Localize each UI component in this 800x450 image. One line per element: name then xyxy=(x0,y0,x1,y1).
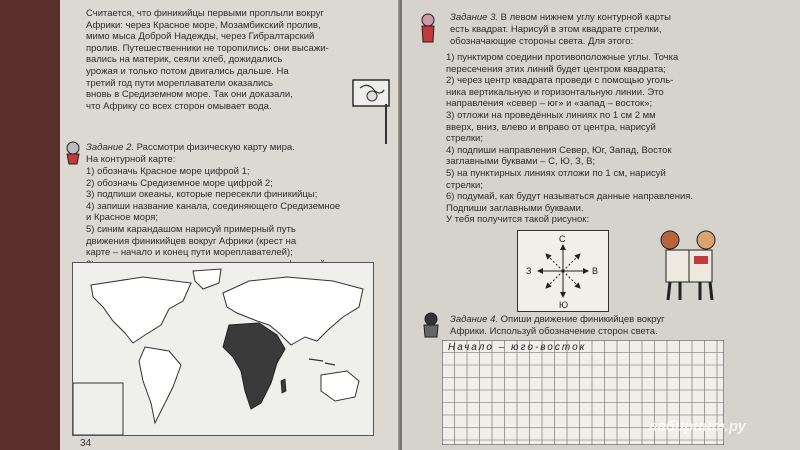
task2-heading xyxy=(86,142,295,154)
task2-item: 1) обозначь Красное море цифрой 1; xyxy=(86,166,250,177)
left-page xyxy=(60,0,400,450)
task3-item: стрелки; xyxy=(446,179,483,191)
task4-line: Опиши движение финикийцев вокруг xyxy=(500,314,665,325)
task3-item: 4) подпиши направления Север, Юг, Запад, Восток xyxy=(446,144,672,156)
intro-line: урожая и только потом двигались дальше. На xyxy=(86,65,289,77)
task4-title: Задание 4. xyxy=(450,314,499,325)
task2-item: 4) запиши название канала, соединяющего Средиземное xyxy=(86,200,341,212)
task2-item: 3) подпиши океаны, которые пересекли финикийцы; xyxy=(86,189,318,201)
task2-item: 2) обозначь Средиземное море цифрой 2; xyxy=(86,177,273,189)
task3-item: 6) подумай, как будут называться данные направления. xyxy=(446,191,694,203)
compass-label-n: С xyxy=(559,234,566,244)
task3-item: пересечения этих линий будет центром квадрата; xyxy=(446,63,666,75)
task2-item: карте – начало и конец пути мореплавателей); xyxy=(86,247,293,259)
task3-line: обозначающие стороны света. Для этого: xyxy=(450,36,634,47)
intro-line: Считается, что финикийцы первыми проплыли вокруг xyxy=(86,8,324,19)
intro-line: третий год пути мореплаватели оказались xyxy=(86,77,273,89)
task3-item: ника вертикальную и горизонтальную линии. Это xyxy=(446,86,664,98)
task3-heading xyxy=(450,12,671,24)
australia-shape xyxy=(321,371,359,401)
compass-square xyxy=(73,383,123,435)
task3-item: Подпиши заглавными буквами. xyxy=(446,202,584,214)
intro-line: вновь в Средиземном море. Так они доказали, xyxy=(86,89,293,101)
greenland-shape xyxy=(193,269,221,289)
compass-svg xyxy=(518,231,608,311)
task3-item: заглавными буквами – С, Ю, З, В; xyxy=(446,156,596,168)
intro-line: мимо мыса Доброй Надежды, через Гибралтарский xyxy=(86,31,315,43)
right-page xyxy=(402,0,800,450)
task2-text1: Рассмотри физическую карту мира. xyxy=(136,142,295,153)
task3-item: стрелки; xyxy=(446,133,483,145)
compass-label-s: Ю xyxy=(559,300,569,310)
writing-child-icon xyxy=(420,312,442,338)
task3-item: 5) на пунктирных линиях отложи по 1 см, нарисуй xyxy=(446,167,666,179)
task3-list xyxy=(446,52,693,214)
madagascar-shape xyxy=(281,379,286,393)
task2-item: 5) синим карандашом нарисуй примерный путь xyxy=(86,223,296,235)
task2-item: и Красное моря; xyxy=(86,212,159,224)
watermark-text: лабиринт.ру xyxy=(648,418,746,435)
task3-line: В левом нижнем углу контурной карты xyxy=(500,12,671,23)
task2-item: движения финикийцев вокруг Африки (крест на xyxy=(86,235,297,247)
answer-handwriting: Начало – юго-восток xyxy=(448,342,587,353)
task3-item: 1) пунктиром соедини противоположные углы. Точка xyxy=(446,52,679,63)
task3-title: Задание 3. xyxy=(450,12,499,23)
intro-line: Африки: через Красное море, Мозамбикский пролив, xyxy=(86,19,321,31)
intro-line: что Африку со всех сторон омывает вода. xyxy=(86,100,272,112)
compass-arrow-nw xyxy=(546,254,563,271)
compass-arrow-se xyxy=(563,271,580,288)
task3-line: есть квадрат. Нарисуй в этом квадрате стрелки, xyxy=(450,24,662,35)
task2-title: Задание 2. xyxy=(86,142,135,153)
south-america-shape xyxy=(139,347,181,423)
compass-label-e: В xyxy=(592,266,599,276)
task3-item: вверх, вниз, влево и вправо от центра, нарисуй xyxy=(446,121,656,133)
task3-item: 3) отложи на проведённых линиях по 1 см 2 мм xyxy=(446,109,656,121)
pointer-boy-icon xyxy=(416,12,440,46)
pencil-girl-icon xyxy=(62,140,84,166)
world-map-svg xyxy=(73,263,373,435)
map-reader-illustration xyxy=(350,74,394,146)
task2-list xyxy=(86,166,343,270)
compass-label-w: З xyxy=(526,266,532,276)
intro-line: пролив. Путешественники не торопились: они высажи- xyxy=(86,42,329,54)
intro-line: вались на материк, сеяли хлеб, дожидались xyxy=(86,54,283,66)
islands-shape xyxy=(309,359,335,365)
result-text: У тебя получится такой рисунок: xyxy=(446,214,590,225)
africa-shape xyxy=(223,323,285,409)
compass-diagram xyxy=(517,230,609,312)
intro-paragraph xyxy=(86,8,329,112)
north-america-shape xyxy=(91,277,191,343)
contour-world-map xyxy=(72,262,374,436)
page-number: 34 xyxy=(80,438,92,449)
compass-arrow-sw xyxy=(546,271,563,288)
children-with-atlas-illustration xyxy=(650,228,728,302)
task2-text2: На контурной карте: xyxy=(86,154,176,165)
task4-line: Африки. Используй обозначение сторон света. xyxy=(450,326,658,337)
task3-item: 2) через центр квадрата проведи с помощью уголь- xyxy=(446,75,674,87)
task4-heading xyxy=(450,314,665,326)
task3-item: направления «север – юг» и «запад – восток»; xyxy=(446,98,653,110)
compass-arrow-ne xyxy=(563,254,580,271)
